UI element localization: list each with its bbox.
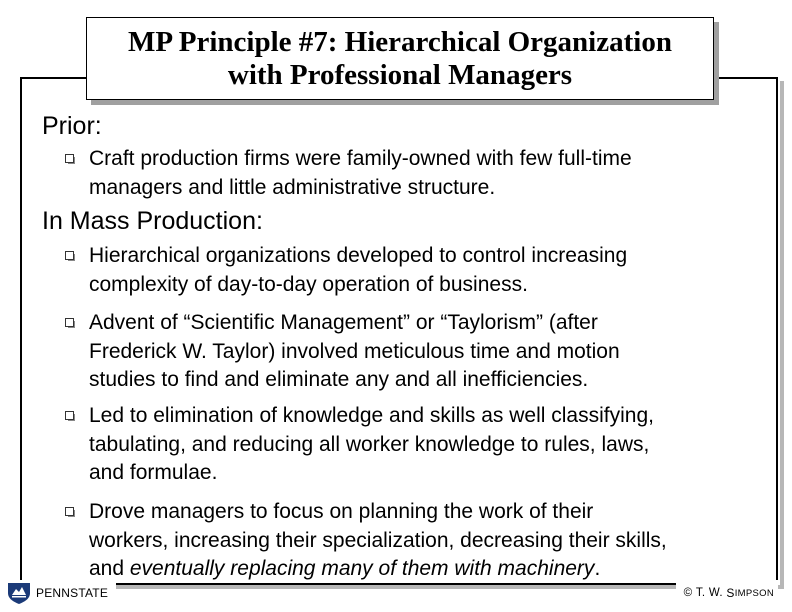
bullet-line: workers, increasing their specialization, decreasing their skills,	[89, 528, 667, 552]
footer-copyright	[676, 580, 778, 606]
bullet-line: Hierarchical organizations developed to control increasing	[89, 244, 628, 267]
bullet-line: Frederick W. Taylor) involved meticulous time and motion	[89, 339, 620, 363]
bullet-line: studies to find and eliminate any and all inefficiencies.	[89, 368, 589, 391]
penn-state-shield-icon	[6, 581, 32, 605]
frame-top-right	[716, 77, 778, 79]
bullet-line: complexity of day-to-day operation of business.	[89, 272, 528, 296]
section-heading-mass-production: In Mass Production:	[42, 207, 263, 235]
frame-left	[20, 77, 22, 585]
checkbox-bullet-icon	[65, 251, 74, 260]
bullet-line: Craft production firms were family-owned with few full-time	[89, 147, 632, 170]
bullet-item	[65, 498, 755, 584]
checkbox-bullet-icon	[65, 411, 74, 420]
checkbox-bullet-icon	[65, 318, 74, 327]
bullet-item	[65, 309, 755, 395]
bullet-line	[89, 555, 755, 584]
frame-top-left	[20, 77, 88, 79]
checkbox-bullet-icon	[65, 154, 74, 163]
bullet-item	[65, 145, 755, 202]
title-line-2: with Professional Managers	[227, 58, 573, 91]
bullet-line: and formulae.	[89, 461, 218, 484]
author-surname-initial: S	[726, 586, 735, 600]
bullet-line: Drove managers to focus on planning the work of their	[89, 500, 594, 523]
footer-logo	[4, 580, 116, 606]
slide-title	[86, 17, 714, 100]
bullet-line: tabulating, and reducing all worker knowledge to rules, laws,	[89, 432, 650, 456]
copyright-symbol: ©	[683, 587, 693, 599]
bullet-text-plain: and	[89, 557, 130, 580]
bullet-item	[65, 402, 755, 488]
title-line-1: MP Principle #7: Hierarchical Organization	[128, 25, 672, 58]
bullet-line: managers and little administrative structure.	[89, 175, 496, 199]
author-initials: T. W.	[695, 587, 723, 599]
frame-shadow-right	[780, 81, 784, 588]
checkbox-bullet-icon	[65, 507, 74, 516]
logo-text: PENNSTATE	[36, 586, 109, 600]
frame-right	[776, 77, 778, 585]
bullet-text-italic: eventually replacing many of them with machinery	[129, 557, 595, 580]
bullet-text-end: .	[594, 557, 601, 580]
bullet-line: Led to elimination of knowledge and skills as well classifying,	[89, 404, 654, 427]
bullet-line: Advent of “Scientific Management” or “Taylorism” (after	[89, 311, 598, 334]
author-surname-rest: IMPSON	[734, 587, 774, 599]
section-heading-prior: Prior:	[42, 112, 102, 140]
frame-shadow-bottom	[24, 585, 784, 589]
bullet-item	[65, 242, 755, 299]
